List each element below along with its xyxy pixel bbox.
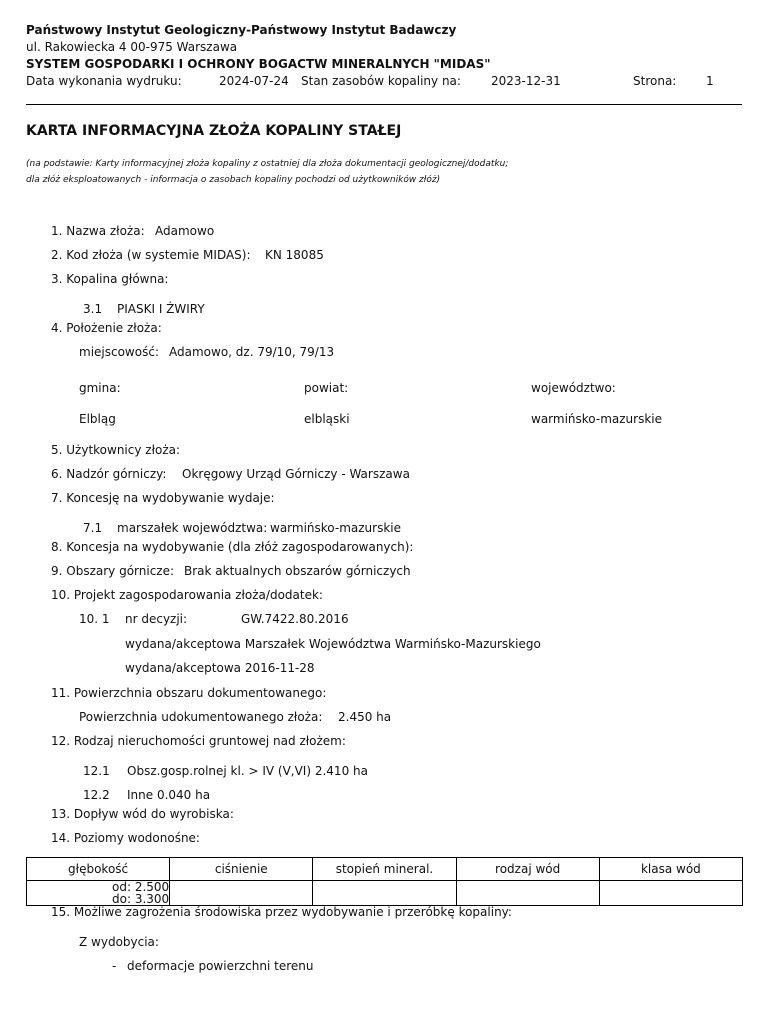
aquifers-table-header-row [27, 858, 743, 881]
mining-areas-value: Brak aktualnych obszarów górniczych [184, 564, 411, 578]
decision-issued-date: wydana/akceptowa 2016-11-28 [125, 661, 315, 675]
bullet-dash: - [112, 959, 117, 973]
locality-label: miejscowość: [79, 345, 159, 359]
deposit-name-value: Adamowo [155, 224, 215, 238]
concession-issuer-role: marszałek województwa: [117, 521, 268, 535]
institute-name: Państwowy Instytut Geologiczny-Państwowy Instytut Badawczy [26, 23, 457, 37]
resources-date-value: 2023-12-31 [491, 74, 561, 88]
concession-issuer-number: 7.1 [83, 521, 103, 535]
district-value: elbląski [304, 412, 350, 426]
note-line-1: (na podstawie: Karty informacyjnej złoża kopaliny z ostatniej dla złoża dokumentacji geologicznej/dodatku; [26, 159, 509, 169]
deposit-code-value: KN 18085 [265, 248, 324, 262]
deposit-area-label: Powierzchnia udokumentowanego złoża: [79, 710, 323, 724]
deposit-code-label: 2. Kod złoża (w systemie MIDAS): [51, 248, 251, 262]
location-label: 4. Położenie złoża: [51, 321, 162, 335]
main-mineral-number: 3.1 [83, 302, 103, 316]
land-type-1-value: Obsz.gosp.rolnej kl. > IV (V,VI) 2.410 ha [127, 764, 368, 778]
land-type-1-number: 12.1 [83, 764, 110, 778]
note-line-2: dla złóż eksploatowanych - informacja o zasobach kopaliny pochodzi od użytkowników złóż) [26, 175, 441, 185]
table-header-water-type: rodzaj wód [456, 858, 599, 881]
deposit-area-value: 2.450 ha [338, 710, 392, 724]
extraction-concession-label: 8. Koncesja na wydobywanie (dla złóż zagospodarowanych): [51, 540, 414, 554]
mineralization-cell [313, 881, 456, 906]
decision-number-value: GW.7422.80.2016 [241, 612, 349, 626]
deposit-name-label: 1. Nazwa złoża: [51, 224, 145, 238]
table-header-water-class: klasa wód [599, 858, 742, 881]
from-extraction-label: Z wydobycia: [79, 935, 159, 949]
development-project-number: 10. 1 [79, 612, 110, 626]
water-inflow-label: 13. Dopływ wód do wyrobiska: [51, 807, 234, 821]
concession-issuer-label: 7. Koncesję na wydobywanie wydaje: [51, 491, 275, 505]
water-class-cell [599, 881, 742, 906]
mining-supervision-value: Okręgowy Urząd Górniczy - Warszawa [182, 467, 410, 481]
documented-area-label: 11. Powierzchnia obszaru dokumentowanego: [51, 686, 327, 700]
commune-value: Elbląg [79, 412, 116, 426]
land-type-label: 12. Rodzaj nieruchomości gruntowej nad złożem: [51, 734, 346, 748]
concession-issuer-value: warmińsko-mazurskie [270, 521, 401, 535]
water-type-cell [456, 881, 599, 906]
pressure-cell [170, 881, 313, 906]
depth-cell [27, 881, 170, 906]
header-divider [26, 104, 742, 105]
page-number: 1 [706, 74, 714, 88]
province-label: województwo: [531, 381, 616, 395]
threat-item: deformacje powierzchni terenu [127, 959, 314, 973]
print-date-label: Data wykonania wydruku: [26, 74, 182, 88]
locality-value: Adamowo, dz. 79/10, 79/13 [169, 345, 335, 359]
table-header-mineralization: stopień mineral. [313, 858, 456, 881]
users-label: 5. Użytkownicy złoża: [51, 443, 181, 457]
mining-supervision-label: 6. Nadzór górniczy: [51, 467, 167, 481]
table-header-depth: głębokość [27, 858, 170, 881]
depth-to: do: 3.300 [112, 892, 170, 906]
depth-from: od: 2.500 [112, 880, 170, 894]
institute-address: ul. Rakowiecka 4 00-975 Warszawa [26, 40, 238, 54]
main-mineral-label: 3. Kopalina główna: [51, 272, 169, 286]
table-header-pressure: ciśnienie [170, 858, 313, 881]
development-project-label: 10. Projekt zagospodarowania złoża/dodatek: [51, 588, 323, 602]
resources-date-label: Stan zasobów kopaliny na: [301, 74, 461, 88]
aquifers-label: 14. Poziomy wodonośne: [51, 831, 200, 845]
table-row [27, 881, 743, 906]
commune-label: gmina: [79, 381, 121, 395]
decision-issued-by: wydana/akceptowa Marszałek Województwa Warmińsko-Mazurskiego [125, 637, 541, 651]
decision-number-label: nr decyzji: [125, 612, 188, 626]
district-label: powiat: [304, 381, 349, 395]
system-name: SYSTEM GOSPODARKI I OCHRONY BOGACTW MINERALNYCH "MIDAS" [26, 57, 491, 71]
environmental-threats-label: 15. Możliwe zagrożenia środowiska przez wydobywanie i przeróbkę kopaliny: [51, 905, 512, 919]
aquifers-table [26, 857, 743, 906]
province-value: warmińsko-mazurskie [531, 412, 662, 426]
land-type-2-number: 12.2 [83, 788, 110, 802]
page-label: Strona: [633, 74, 677, 88]
print-date-value: 2024-07-24 [219, 74, 289, 88]
mining-areas-label: 9. Obszary górnicze: [51, 564, 175, 578]
page-title: KARTA INFORMACYJNA ZŁOŻA KOPALINY STAŁEJ [26, 123, 402, 139]
main-mineral-value: PIASKI I ŻWIRY [117, 302, 205, 316]
land-type-2-value: Inne 0.040 ha [127, 788, 211, 802]
